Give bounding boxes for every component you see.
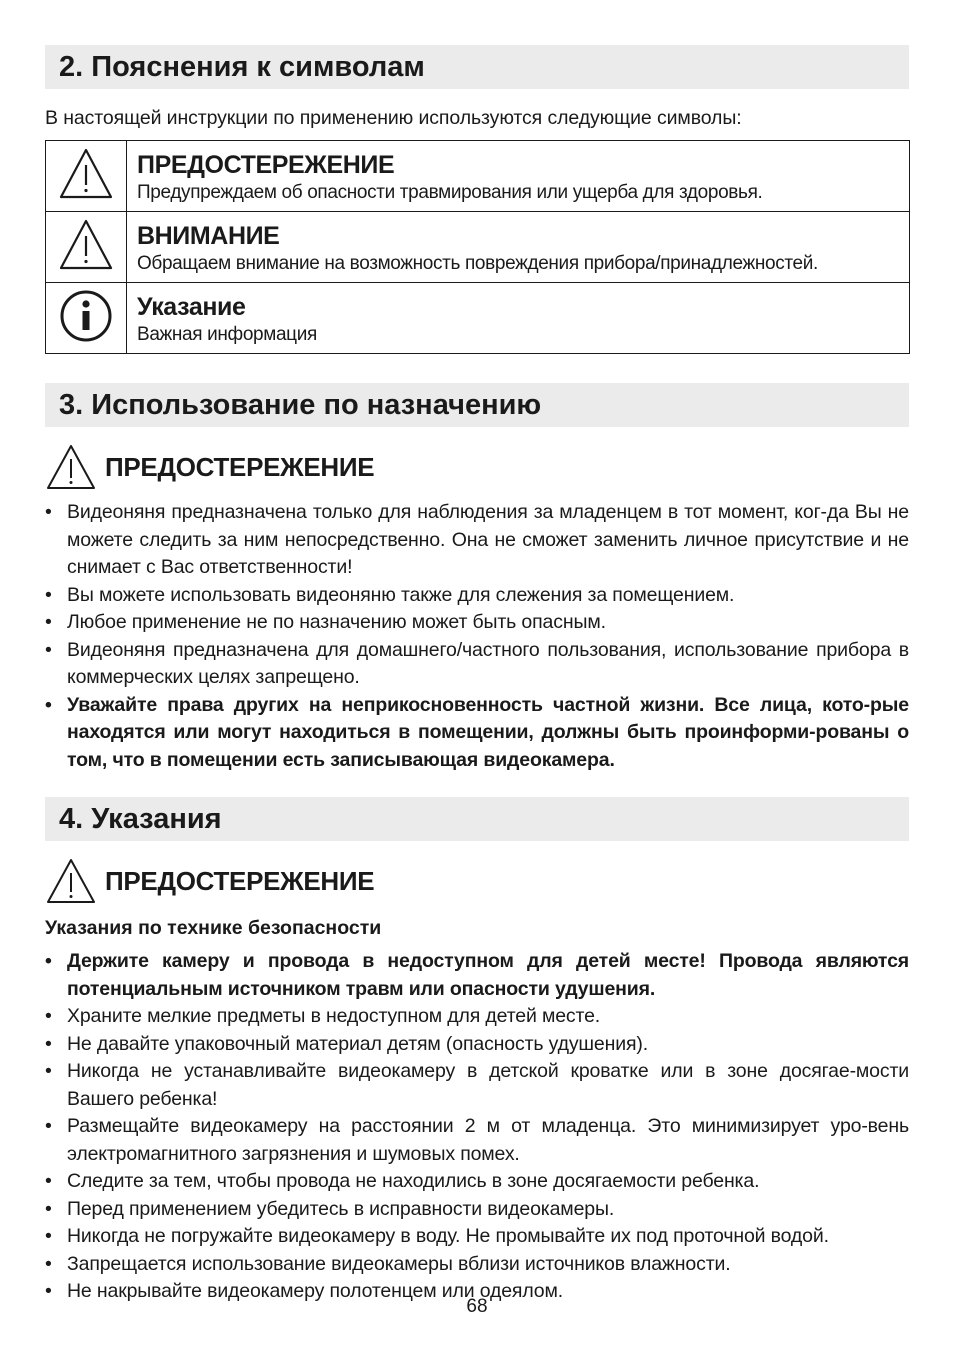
symbol-title: ПРЕДОСТЕРЕЖЕНИЕ xyxy=(137,151,395,179)
list-item: • Перед применением убедитесь в исправности видеокамеры. xyxy=(45,1196,909,1224)
symbol-description: Предупреждаем об опасности травмирования или ущерба для здоровья. xyxy=(137,182,763,203)
list-item: • Не давайте упаковочный материал детям (опасность удушения). xyxy=(45,1031,909,1059)
warning-triangle-icon xyxy=(46,212,127,283)
list-item: • Уважайте права других на неприкосновенность частной жизни. Все лица, кото-рые находятся или могут находиться в помещении, должны быть проинформи-рованы о том, что в помещении есть записывающая видеокамера. xyxy=(45,692,909,775)
list-item: • Никогда не устанавливайте видеокамеру в детской кроватке или в зоне досягае-мости Вашего ребенка! xyxy=(45,1058,909,1113)
info-circle-icon xyxy=(46,283,127,354)
symbol-row-note xyxy=(46,283,910,354)
list-item: • Запрещается использование видеокамеры вблизи источников влажности. xyxy=(45,1251,909,1279)
symbol-row-caution xyxy=(46,212,910,283)
list-item: • Любое применение не по назначению может быть опасным. xyxy=(45,609,909,637)
warning-triangle-icon xyxy=(46,141,127,212)
symbol-title: ВНИМАНИЕ xyxy=(137,222,280,250)
warning-label: ПРЕДОСТЕРЕЖЕНИЕ xyxy=(105,451,375,482)
safety-subheading: Указания по технике безопасности xyxy=(45,917,382,939)
section-3-bullet-list xyxy=(45,499,909,774)
list-item: • Следите за тем, чтобы провода не находились в зоне досягаемости ребенка. xyxy=(45,1168,909,1196)
page-number: 68 xyxy=(466,1296,488,1317)
section-2-intro: В настоящей инструкции по применению используются следующие символы: xyxy=(45,107,742,129)
section-2-title: 2. Пояснения к символам xyxy=(45,45,909,89)
list-item: • Храните мелкие предметы в недоступном для детей месте. xyxy=(45,1003,909,1031)
symbol-description: Важная информация xyxy=(137,324,317,345)
list-item: • Размещайте видеокамеру на расстоянии 2 м от младенца. Это минимизирует уро-вень электромагнитного загрязнения и шумовых помех. xyxy=(45,1113,909,1168)
section-3-warning-heading xyxy=(45,443,909,491)
document-page xyxy=(45,45,909,1306)
section-4-bullet-list xyxy=(45,948,909,1306)
section-4-warning-heading xyxy=(45,857,909,905)
list-item: • Не накрывайте видеокамеру полотенцем или одеялом. xyxy=(45,1278,909,1306)
warning-label: ПРЕДОСТЕРЕЖЕНИЕ xyxy=(105,865,375,896)
warning-triangle-icon xyxy=(45,857,97,905)
warning-triangle-icon xyxy=(45,443,97,491)
list-item: • Держите камеру и провода в недоступном для детей месте! Провода являются потенциальным источником травм или опасности удушения. xyxy=(45,948,909,1003)
symbol-description: Обращаем внимание на возможность повреждения прибора/принадлежностей. xyxy=(137,253,818,274)
symbols-table xyxy=(45,140,910,354)
symbol-row-warning xyxy=(46,141,910,212)
symbol-title: Указание xyxy=(137,293,246,321)
section-4-title: 4. Указания xyxy=(45,797,909,841)
list-item: • Вы можете использовать видеоняню также для слежения за помещением. xyxy=(45,582,909,610)
list-item: • Никогда не погружайте видеокамеру в воду. Не промывайте их под проточной водой. xyxy=(45,1223,909,1251)
list-item: • Видеоняня предназначена только для наблюдения за младенцем в тот момент, ког-да Вы не можете следить за ним непосредственно. Она не сможет заменить личное присутствие и не снимает с Вас ответственности! xyxy=(45,499,909,582)
section-3-title: 3. Использование по назначению xyxy=(45,383,909,427)
list-item: • Видеоняня предназначена для домашнего/частного пользования, использование прибора в коммерческих целях запрещено. xyxy=(45,637,909,692)
